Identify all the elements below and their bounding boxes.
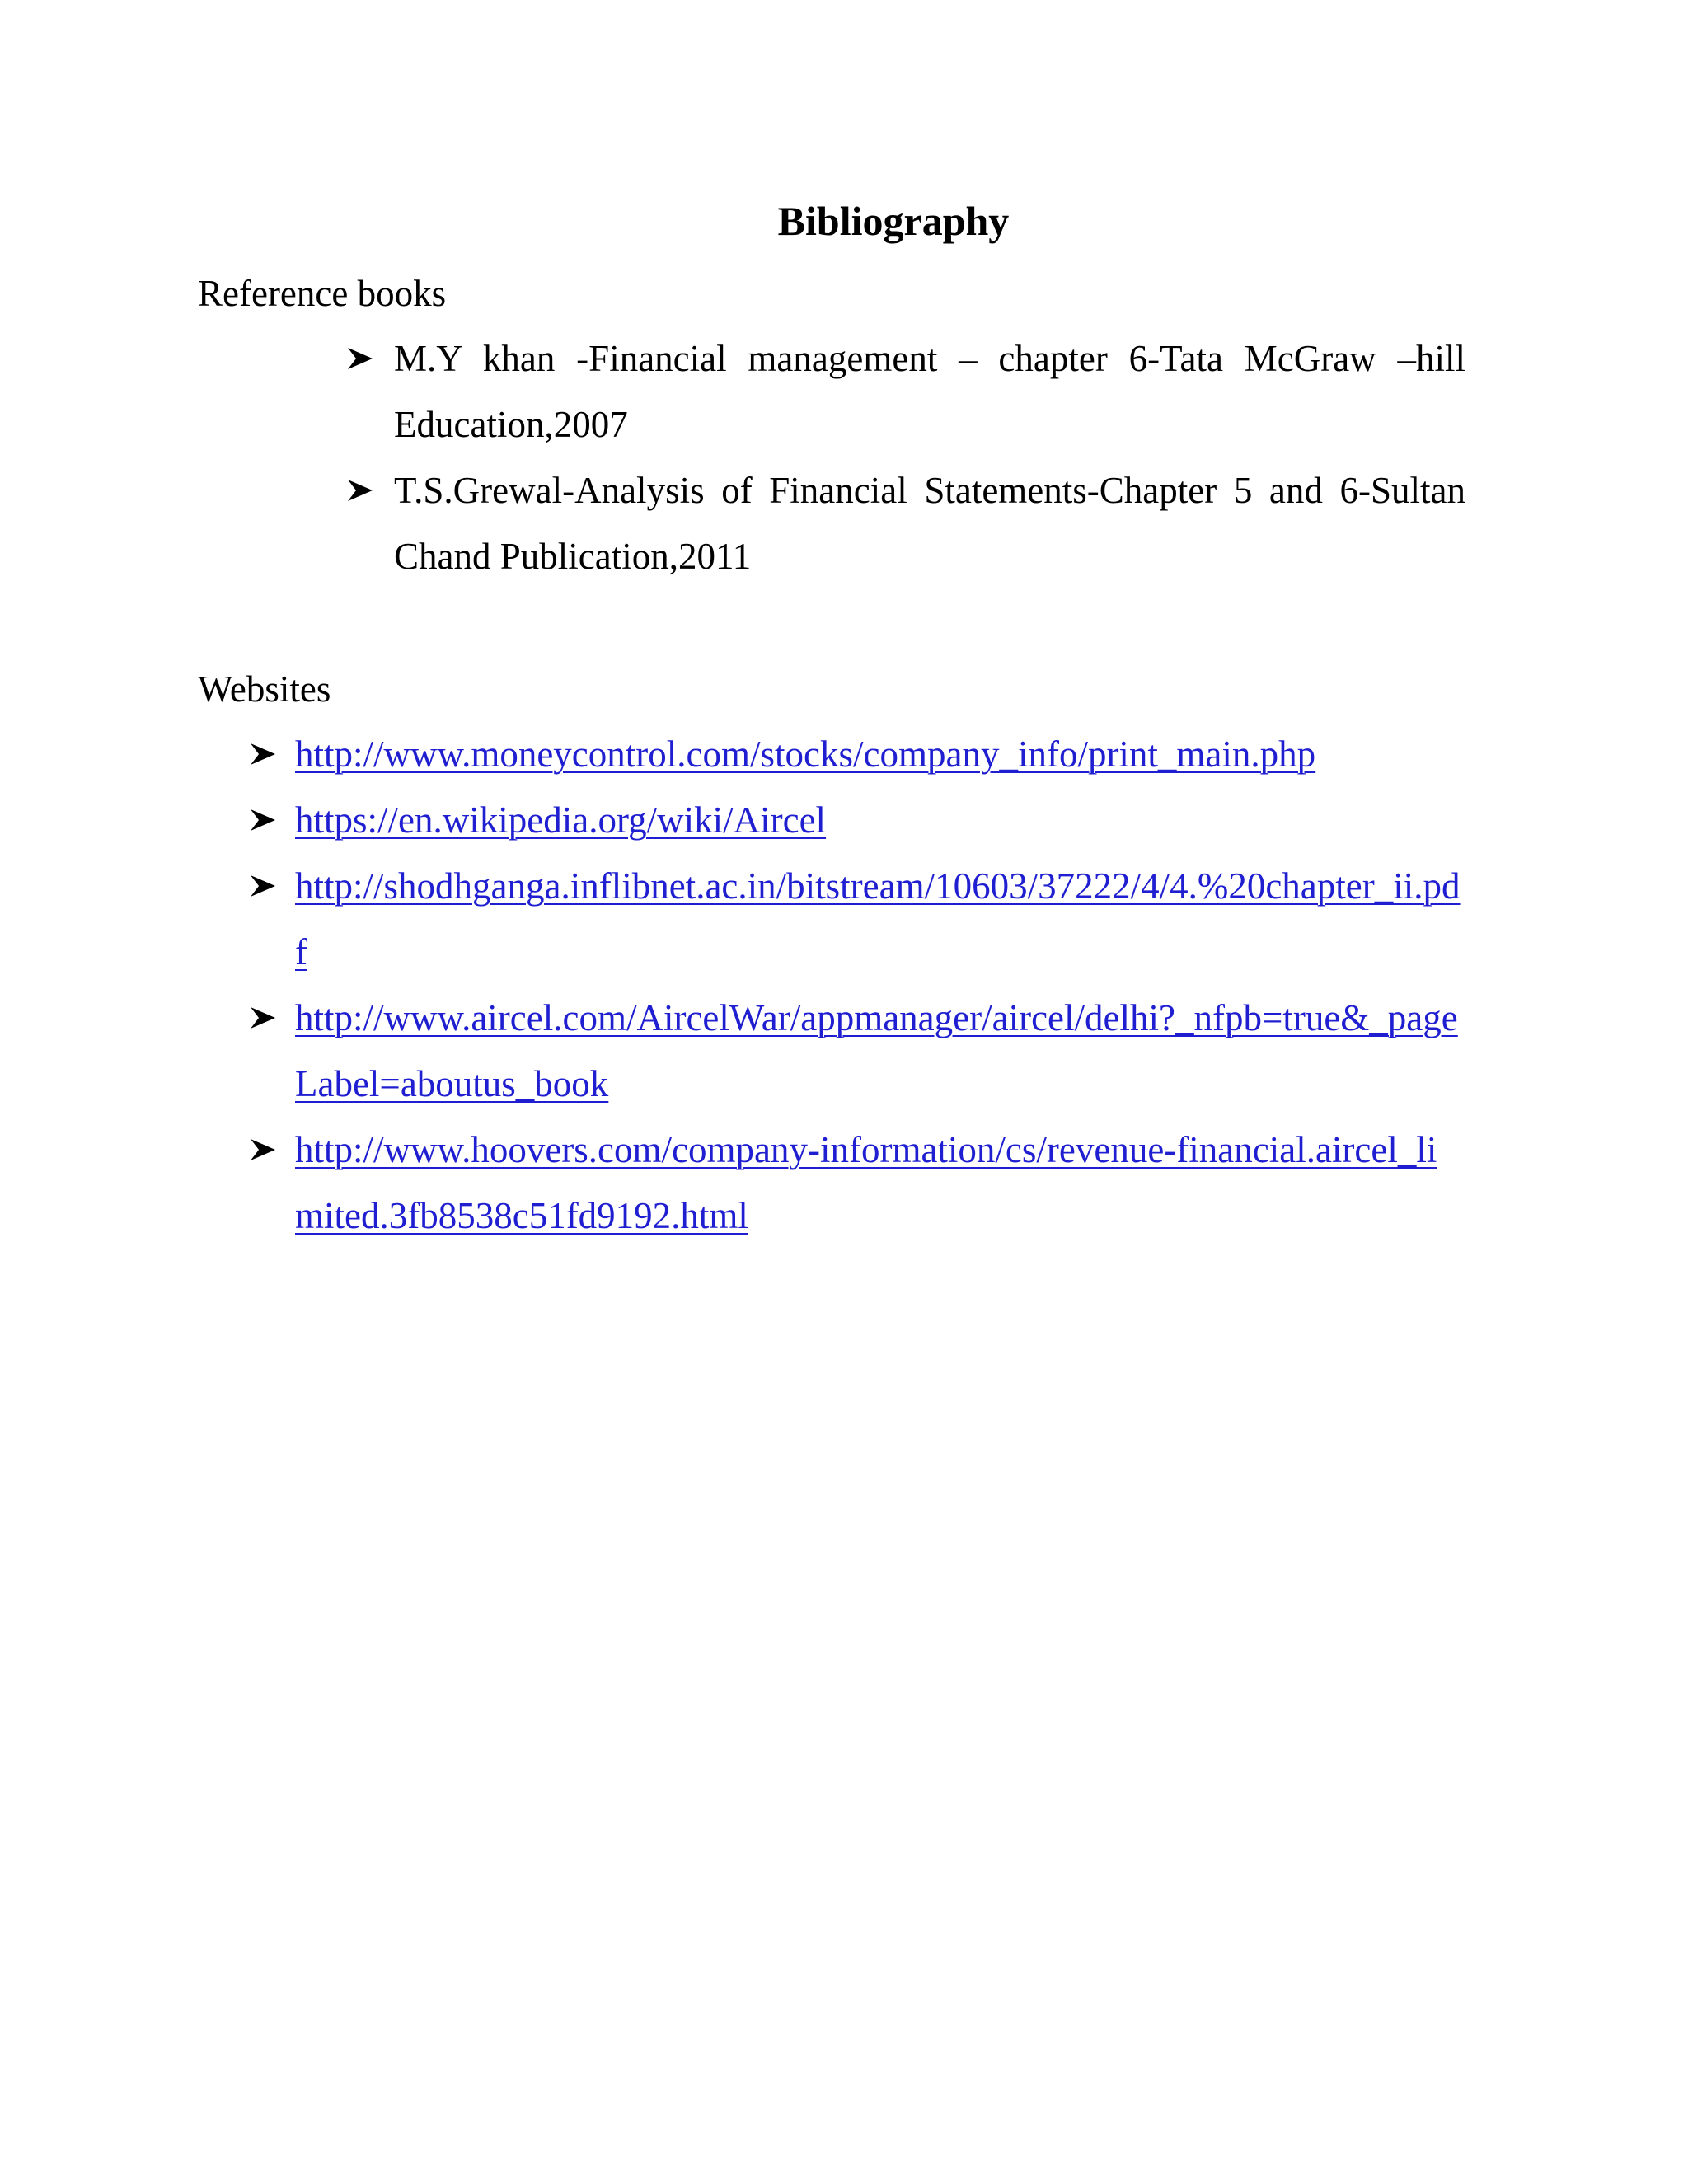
arrowhead-bullet-icon — [249, 985, 277, 1051]
arrowhead-bullet-icon — [346, 457, 374, 523]
website-link-wikipedia[interactable]: https://en.wikipedia.org/wiki/Aircel — [295, 799, 827, 841]
reference-item — [394, 326, 1465, 457]
arrowhead-bullet-icon — [346, 326, 374, 391]
reference-item — [394, 457, 1465, 589]
website-link-hoovers[interactable]: http://www.hoovers.com/company-information/cs/revenue-financial.aircel_limited.3fb8538c51fd9192.html — [295, 1129, 1437, 1236]
arrowhead-bullet-icon — [249, 853, 277, 919]
website-link-moneycontrol[interactable]: http://www.moneycontrol.com/stocks/company_info/print_main.php — [295, 733, 1316, 775]
website-item — [295, 721, 1465, 787]
reference-books-heading: Reference books — [198, 273, 447, 314]
websites-heading: Websites — [198, 668, 331, 710]
arrowhead-bullet-icon — [249, 1117, 277, 1183]
page-title: Bibliography — [777, 198, 1010, 244]
website-item — [295, 853, 1465, 985]
website-item — [295, 1117, 1465, 1249]
website-link-shodhganga[interactable]: http://shodhganga.inflibnet.ac.in/bitstream/10603/37222/4/4.%20chapter_ii.pdf — [295, 865, 1461, 972]
reference-text: T.S.Grewal-Analysis of Financial Statements-Chapter 5 and 6-Sultan Chand Publication,2011 — [394, 470, 1465, 577]
arrowhead-bullet-icon — [249, 787, 277, 853]
reference-text: M.Y khan -Financial management – chapter 6-Tata McGraw –hill Education,2007 — [394, 338, 1465, 445]
website-link-aircel[interactable]: http://www.aircel.com/AircelWar/appmanager/aircel/delhi?_nfpb=true&_pageLabel=aboutus_book — [295, 997, 1458, 1104]
website-item — [295, 985, 1465, 1117]
website-item — [295, 787, 1465, 853]
arrowhead-bullet-icon — [249, 721, 277, 787]
